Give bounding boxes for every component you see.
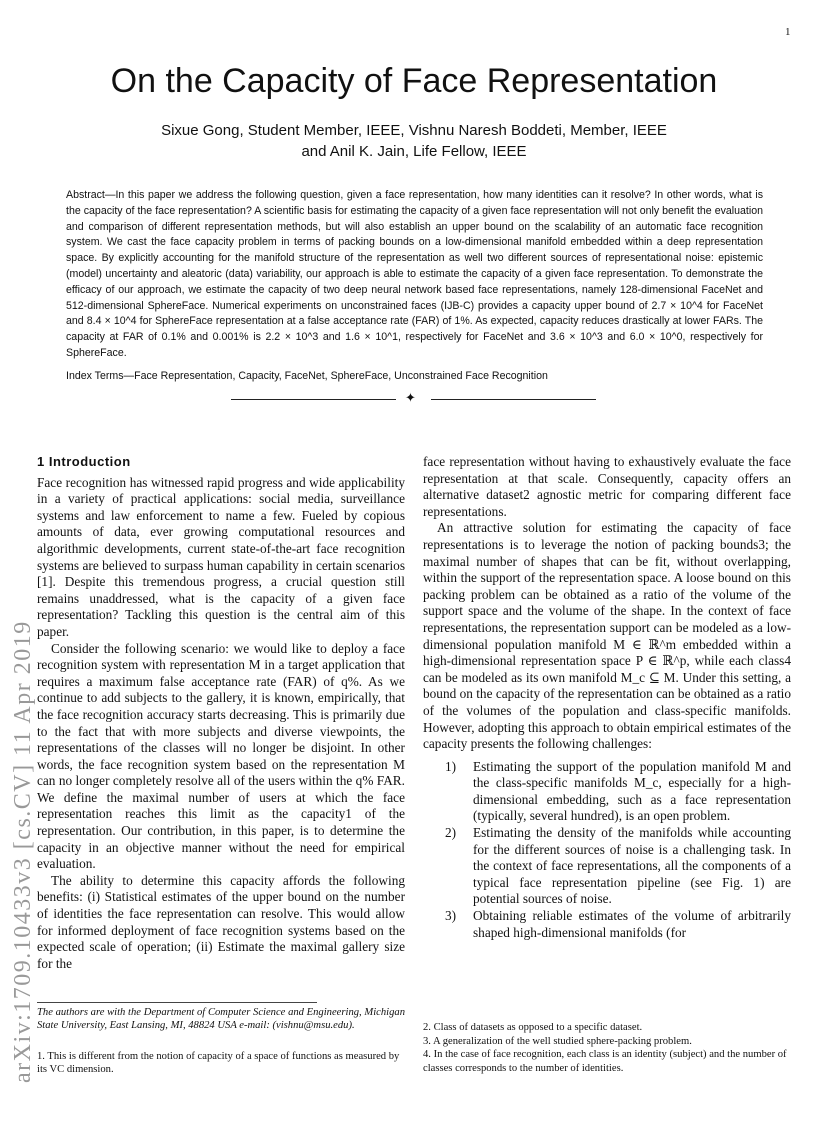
intro-paragraph-2: Consider the following scenario: we would like to deploy a face recognition system with representation M in a target application that requires a maximum false acceptance rate (FAR) of q%. As we continue to add subjects to the gallery, it is known, empirically, that the face recognition accuracy starts decreasing. This is primarily due to the fact that with more subjects and diverse viewpoints, the representations of the classes will no longer be disjoint. In other words, the face recognition system based on the representation M can no longer completely resolve all of the users within the q% FAR. We define the maximal number of users at which the face representation reaches this limit as the capacity1 of the representation. Our contribution, in this paper, is to determine the capacity in an objective manner without the need for empirical evaluation.	[37, 640, 405, 872]
paper-title: On the Capacity of Face Representation	[110, 62, 718, 100]
footnote-3: 3. A generalization of the well studied sphere-packing problem.	[423, 1035, 692, 1047]
right-paragraph-2: An attractive solution for estimating the capacity of face representations is to leverage the notion of packing bounds3; the maximal number of shapes that can be fit, without overlapping, within the support of the representation space. A loose bound on this packing problem can be obtained as a ratio of the volume of the support space and the volume of the shape. In the context of face representations, the representation support can be modeled as a low-dimensional population manifold M ∈ ℝ^m embedded within a high-dimensional representation space P ∈ ℝ^p, while each class4 can be modeled as its own manifold M_c ⊆ M. Under this setting, a bound on the capacity of the representation can be obtained as a ratio of the volumes of the population and class-specific manifolds. However, adopting this approach to obtain empirical estimates of the capacity presents the following challenges:	[423, 520, 791, 752]
section-heading: 1 Introduction	[37, 454, 131, 469]
right-paragraph-1: face representation without having to exhaustively evaluate the face representation at that scale. Consequently, capacity offers an alternative dataset2 agnostic metric for comparing different face representations.	[423, 454, 791, 519]
abstract: Abstract—In this paper we address the following question, given a face representation, how many identities can it resolve? In other words, what is the capacity of the face representation? A scientific basis for estimating the capacity of a given face representation will not only benefit the evaluation and comparison of different representation methods, but will also establish an upper bound on the scalability of an automatic face recognition system. We cast the face capacity problem in terms of packing bounds on a low-dimensional manifold embedded within a deep representation space. By explicitly accounting for the manifold structure of the representation as well two different sources of representational noise: epistemic (model) uncertainty and aleatoric (data) variability, our approach is able to estimate the capacity of a given face representation. To demonstrate the efficacy of our approach, we estimate the capacity of two deep neural network based face representations, namely 128-dimensional FaceNet and 512-dimensional SphereFace. Numerical experiments on unconstrained faces (IJB-C) provides a capacity upper bound of 2.7 × 10^4 for FaceNet and 8.4 × 10^4 for SphereFace representation at a false acceptance rate (FAR) of 1%. As expected, capacity reduces drastically at lower FARs. The capacity at FAR of 0.1% and 0.001% is 2.2 × 10^3 and 1.6 × 10^1, respectively for FaceNet and 3.6 × 10^3 and 6.0 × 10^0, respectively for SphereFace.	[66, 189, 763, 359]
list-item: 1) Estimating the support of the population manifold M and the class-specific manifolds M_c, especially for a high-dimensional embedding, such as a face representation (typically, several hundred), is an open problem.	[445, 758, 791, 824]
separator-rule-left	[231, 399, 396, 400]
footnote-2: 2. Class of datasets as opposed to a specific dataset.	[423, 1022, 643, 1033]
intro-paragraph-3: The ability to determine this capacity affords the following benefits: (i) Statistical estimates of the upper bound on the number of identities the face representation can resolve. This would allow for informed deployment of face recognition systems based on the expected scale of operation; (ii) Estimate the maximal gallery size for the	[37, 872, 405, 971]
footnote-authors: The authors are with the Department of Computer Science and Engineering, Michigan State University, East Lansing, MI, 48824 USA e-mail: (vishnu@msu.edu).	[37, 1007, 405, 1032]
list-item: 2) Estimating the density of the manifolds while accounting for the different sources of noise is a challenging task. In the context of face representations, all the components of a typical face representation pipeline (see Fig. 1) are potential sources of noise.	[445, 825, 791, 907]
footnote-4: 4. In the case of face recognition, each class is an identity (subject) and the number of classes corresponds to the number of identities.	[423, 1049, 787, 1074]
intro-paragraph-1: Face recognition has witnessed rapid progress and wide applicability in a variety of practical applications: social media, surveillance systems and law enforcement to name a few. Fueled by copious amounts of data, ever growing computational resources and algorithmic developments, current state-of-the-art face recognition systems are believed to surpass human capability in certain scenarios [1]. Despite this tremendous progress, a crucial question still remains unaddressed, what is the capacity of a given face representation? Tackling this question is the central aim of this paper.	[37, 474, 405, 639]
challenges-list	[423, 759, 791, 942]
right-column	[423, 454, 791, 941]
page-number: 1	[785, 26, 791, 38]
index-terms: Index Terms—Face Representation, Capacity, FaceNet, SphereFace, Unconstrained Face Recognition	[66, 370, 548, 382]
left-column	[37, 454, 405, 972]
list-item: 3) Obtaining reliable estimates of the volume of arbitrarily shaped high-dimensional manifolds (for	[445, 908, 791, 940]
authors-line-1: Sixue Gong, Student Member, IEEE, Vishnu Naresh Boddeti, Member, IEEE	[161, 122, 667, 139]
footnote-rule	[37, 1002, 317, 1003]
separator-rule-right	[431, 399, 596, 400]
authors-line-2: and Anil K. Jain, Life Fellow, IEEE	[301, 143, 527, 160]
arxiv-watermark: arXiv:1709.10433v3 [cs.CV] 11 Apr 2019	[10, 620, 36, 1083]
footnotes-right	[423, 1021, 791, 1075]
footnote-1: 1. This is different from the notion of capacity of a space of functions as measured by its VC dimension.	[37, 1051, 400, 1076]
separator-diamond-icon: ✦	[405, 391, 416, 406]
